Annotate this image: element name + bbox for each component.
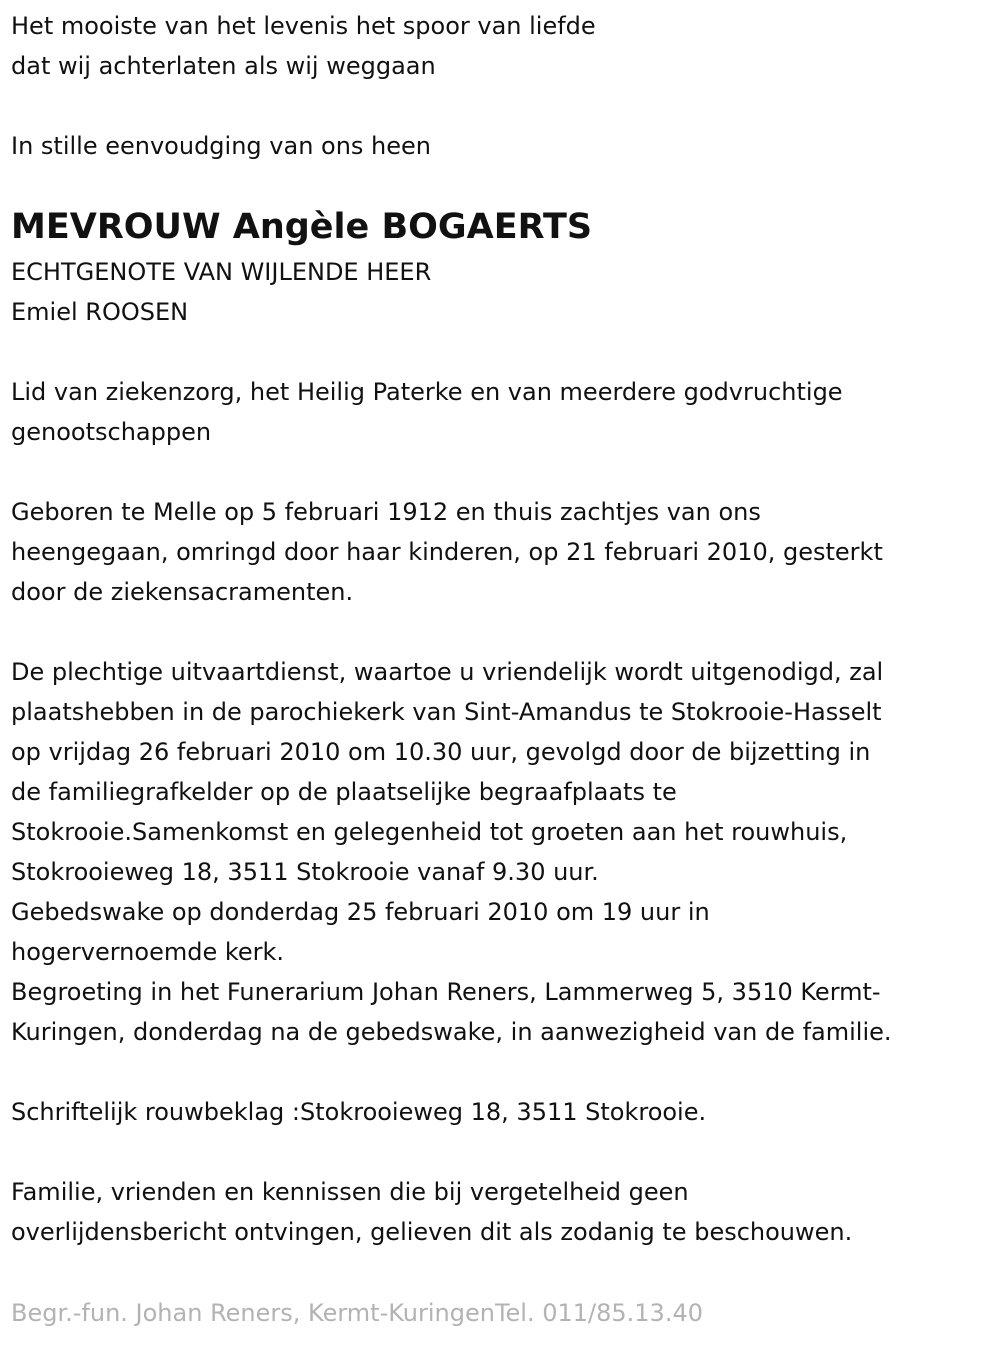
ceremony-line: hogervernoemde kerk. [11,938,285,966]
ceremony-line: de familiegrafkelder op de plaatselijke begraafplaats te [11,778,677,806]
ceremony-line: Stokrooieweg 18, 3511 Stokrooie vanaf 9.30 uur. [11,858,599,886]
birth-death-line: heengegaan, omringd door haar kinderen, op 21 februari 2010, gesterkt [11,538,883,566]
ceremony-line: Begroeting in het Funerarium Johan Reners, Lammerweg 5, 3510 Kermt- [11,978,881,1006]
spouse-line: ECHTGENOTE VAN WIJLENDE HEER [11,258,432,286]
condolence-line: Schriftelijk rouwbeklag :Stokrooieweg 18, 3511 Stokrooie. [11,1098,707,1126]
spouse-line: Emiel ROOSEN [11,298,189,326]
funeral-home-footer: Begr.-fun. Johan Reners, Kermt-KuringenTel. 011/85.13.40 [11,1299,703,1327]
ceremony-line: De plechtige uitvaartdienst, waartoe u vriendelijk wordt uitgenodigd, zal [11,658,884,686]
poem-line: Het mooiste van het levenis het spoor van liefde [11,12,596,40]
ceremony-line: plaatshebben in de parochiekerk van Sint-Amandus te Stokrooie-Hasselt [11,698,882,726]
birth-death-line: Geboren te Melle op 5 februari 1912 en thuis zachtjes van ons [11,498,761,526]
membership-line: genootschappen [11,418,212,446]
poem-line: dat wij achterlaten als wij weggaan [11,52,436,80]
obituary-document [11,6,991,1252]
birth-death-line: door de ziekensacramenten. [11,578,354,606]
membership-line: Lid van ziekenzorg, het Heilig Paterke en van meerdere godvruchtige [11,378,843,406]
ceremony-line: Gebedswake op donderdag 25 februari 2010 om 19 uur in [11,898,710,926]
ceremony-line: Stokrooie.Samenkomst en gelegenheid tot groeten aan het rouwhuis, [11,818,848,846]
ceremony-line: Kuringen, donderdag na de gebedswake, in aanwezigheid van de familie. [11,1018,892,1046]
deceased-name: MEVROUW Angèle BOGAERTS [11,207,593,247]
family-note-line: overlijdensbericht ontvingen, gelieven dit als zodanig te beschouwen. [11,1218,853,1246]
family-note-line: Familie, vrienden en kennissen die bij vergetelheid geen [11,1178,689,1206]
ceremony-line: op vrijdag 26 februari 2010 om 10.30 uur, gevolgd door de bijzetting in [11,738,871,766]
intro-line: In stille eenvoudging van ons heen [11,132,432,160]
